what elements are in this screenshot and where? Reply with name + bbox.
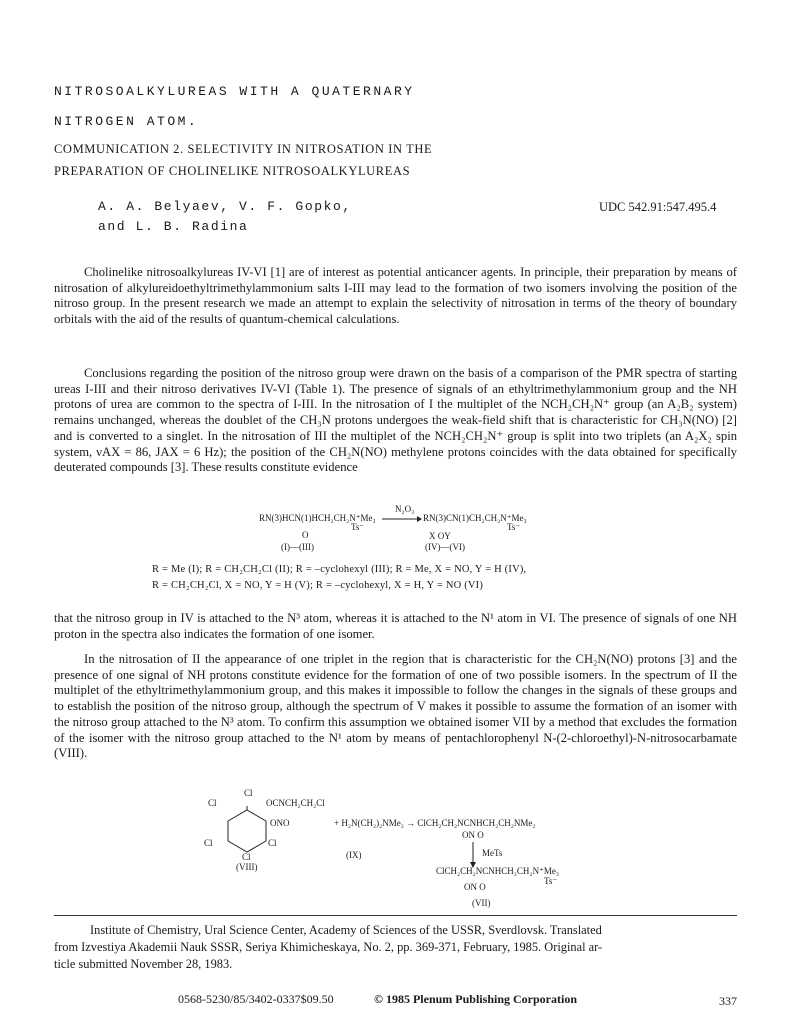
scheme2-product-counterion: Ts⁻ <box>544 876 558 886</box>
scheme2-product: ClCH₂CH₂NCNHCH₂CH₂N⁺Me₃ <box>436 866 559 876</box>
subtitle-line-2: PREPARATION OF CHOLINELIKE NITROSOALKYLUREAS <box>54 164 411 178</box>
authors <box>98 197 352 237</box>
paragraph-1: Cholinelike nitrosoalkylureas IV-VI [1] are of interest as potential anticancer agents. In principle, their preparation by means of nitrosation of alkylureidoethyltrimethylammonium salts I-III may lead to the formation of two isomers involving the position of the nitroso group. In the present research we made an attempt to explain the selectivity of nitrosation in terms of the theory of boundary orbitals with the aid of the results of quantum-chemical calculations. <box>54 265 737 327</box>
scheme2-ester: OCNCH₂CH₂Cl <box>266 798 325 808</box>
page-number: 337 <box>719 994 737 1008</box>
footnote-line-2: from Izvestiya Akademii Nauk SSSR, Seriya Khimicheskaya, No. 2, pp. 369-371, February, 1985. Original ar- <box>54 940 603 954</box>
scheme2-reaction-nitroso: ON O <box>462 830 484 840</box>
scheme2-cl-left-bottom: Cl <box>204 838 213 848</box>
scheme1-reactant-label: (I)—(III) <box>281 542 314 552</box>
scheme1-reactant: RN(3)HCN(1)HCH₂CH₂N⁺Me₃ <box>259 513 376 523</box>
scheme2-reaction: + H₂N(CH₂)₂NMe₂ → ClCH₂CH₂NCNHCH₂CH₂NMe₂ <box>334 818 536 828</box>
scheme2-label-viii: (VIII) <box>236 862 258 872</box>
reaction-scheme-2 <box>198 782 598 912</box>
reaction-scheme-1 <box>255 504 555 558</box>
paragraph-3: that the nitroso group in IV is attached to the N³ atom, whereas it is attached to the N¹ atom in VI. The presence of signals of one NH proton in the spectra also indicates the formation of one isomer. <box>54 611 737 641</box>
scheme1-arrow <box>382 515 422 523</box>
udc-code: UDC 542.91:547.495.4 <box>599 200 717 214</box>
authors-line-1: A. A. Belyaev, V. F. Gopko, <box>98 199 352 214</box>
scheme1-definitions-line-1: R = Me (I); R = CH₂CH₂Cl (II); R = –cyclohexyl (III); R = Me, X = NO, Y = H (IV), <box>152 564 527 575</box>
scheme2-cl-top: Cl <box>244 788 253 798</box>
paragraph-4: In the nitrosation of II the appearance of one triplet in the region that is characteristic for the CH₂N(NO) protons [3] and the presence of one signal of NH protons constitute evidence for the formation of one of two possible isomers. In the spectrum of II the multiplet of the ethyltrimethylammonium group, and this makes it impossible to follow the changes in the signals of these groups and to establish the position of the nitroso group, although the spectrum of V makes it possible to assume the formation of an isomer with the nitroso group attached to the N³ atom. To confirm this assumption we obtained isomer VII by a method that excludes the formation of the isomer with the nitroso group attached to the N¹ atom by means of pentachlorophenyl N-(2-chloroethyl)-N-nitrosocarbamate (VIII). <box>54 652 737 761</box>
benzene-ring-icon <box>222 806 272 854</box>
scheme1-reactant-oxygen: O <box>302 530 309 540</box>
title-line-1: NITROSOALKYLUREAS WITH A QUATERNARY <box>54 84 415 99</box>
footnote-divider <box>54 915 737 916</box>
scheme1-product-counterion: Ts⁻ <box>507 522 521 532</box>
paragraph-2: Conclusions regarding the position of the nitroso group were drawn on the basis of a comparison of the PMR spectra of starting ureas I-III and their nitroso derivatives IV-VI (Table 1). The presence of signals of an ethyltrimethylammonium group and the NH protons of urea are common to the spectra of I-III. In the nitrosation of I the multiplet of the NCH₂CH₂N⁺ group (an A₂B₂ system) remains unchanged, whereas the doublet of the CH₃N protons undergoes the weak-field shift that is characteristic for CH₃N(NO) [2] and is converted to a singlet. In the nitrosation of III the multiplet of the NCH₂CH₂N⁺ group is split into two triplets (an A₂X₂ spin system, νAX = 86, JAX = 6 Hz); the position of the CH₂N(NO) methylene protons coincides with the data obtained for specifically deuterated compounds [3]. These results constitute evidence <box>54 366 737 475</box>
footnote-line-3: ticle submitted November 28, 1983. <box>54 957 233 971</box>
footnote-line-1: Institute of Chemistry, Ural Science Center, Academy of Sciences of the USSR, Sverdlovsk. Translated <box>90 923 602 937</box>
scheme2-product-nitroso: ON O <box>464 882 486 892</box>
title-line-2: NITROGEN ATOM. <box>54 114 199 129</box>
footer-code: 0568-5230/85/3402-0337$09.50 <box>178 992 334 1006</box>
scheme2-cl-left: Cl <box>208 798 217 808</box>
scheme1-product: RN(3)CN(1)CH₂CH₂N⁺Me₃ <box>423 513 527 523</box>
scheme2-cl-bottom: Cl <box>242 852 251 862</box>
scheme1-product-substituents: X OY <box>429 531 451 541</box>
scheme2-label-vii: (VII) <box>472 898 491 908</box>
scheme1-definitions-line-2: R = CH₂CH₂Cl, X = NO, Y = H (V); R = –cyclohexyl, X = H, Y = NO (VI) <box>152 580 484 591</box>
scheme2-ester-nitroso: ONO <box>270 818 290 828</box>
scheme2-reagent: MeTs <box>482 848 503 858</box>
scheme1-reactant-counterion: Ts⁻ <box>351 522 365 532</box>
scheme2-label-ix: (IX) <box>346 850 362 860</box>
authors-line-2: and L. B. Radina <box>98 219 249 234</box>
footer-copyright: © 1985 Plenum Publishing Corporation <box>374 992 577 1006</box>
subtitle-line-1: COMMUNICATION 2. SELECTIVITY IN NITROSATION IN THE <box>54 142 433 156</box>
scheme2-cl-right-bottom: Cl <box>268 838 277 848</box>
scheme1-product-label: (IV)—(VI) <box>425 542 465 552</box>
scheme2-down-arrow <box>468 842 478 868</box>
scheme1-reagent: N₂O₃ <box>395 504 415 514</box>
